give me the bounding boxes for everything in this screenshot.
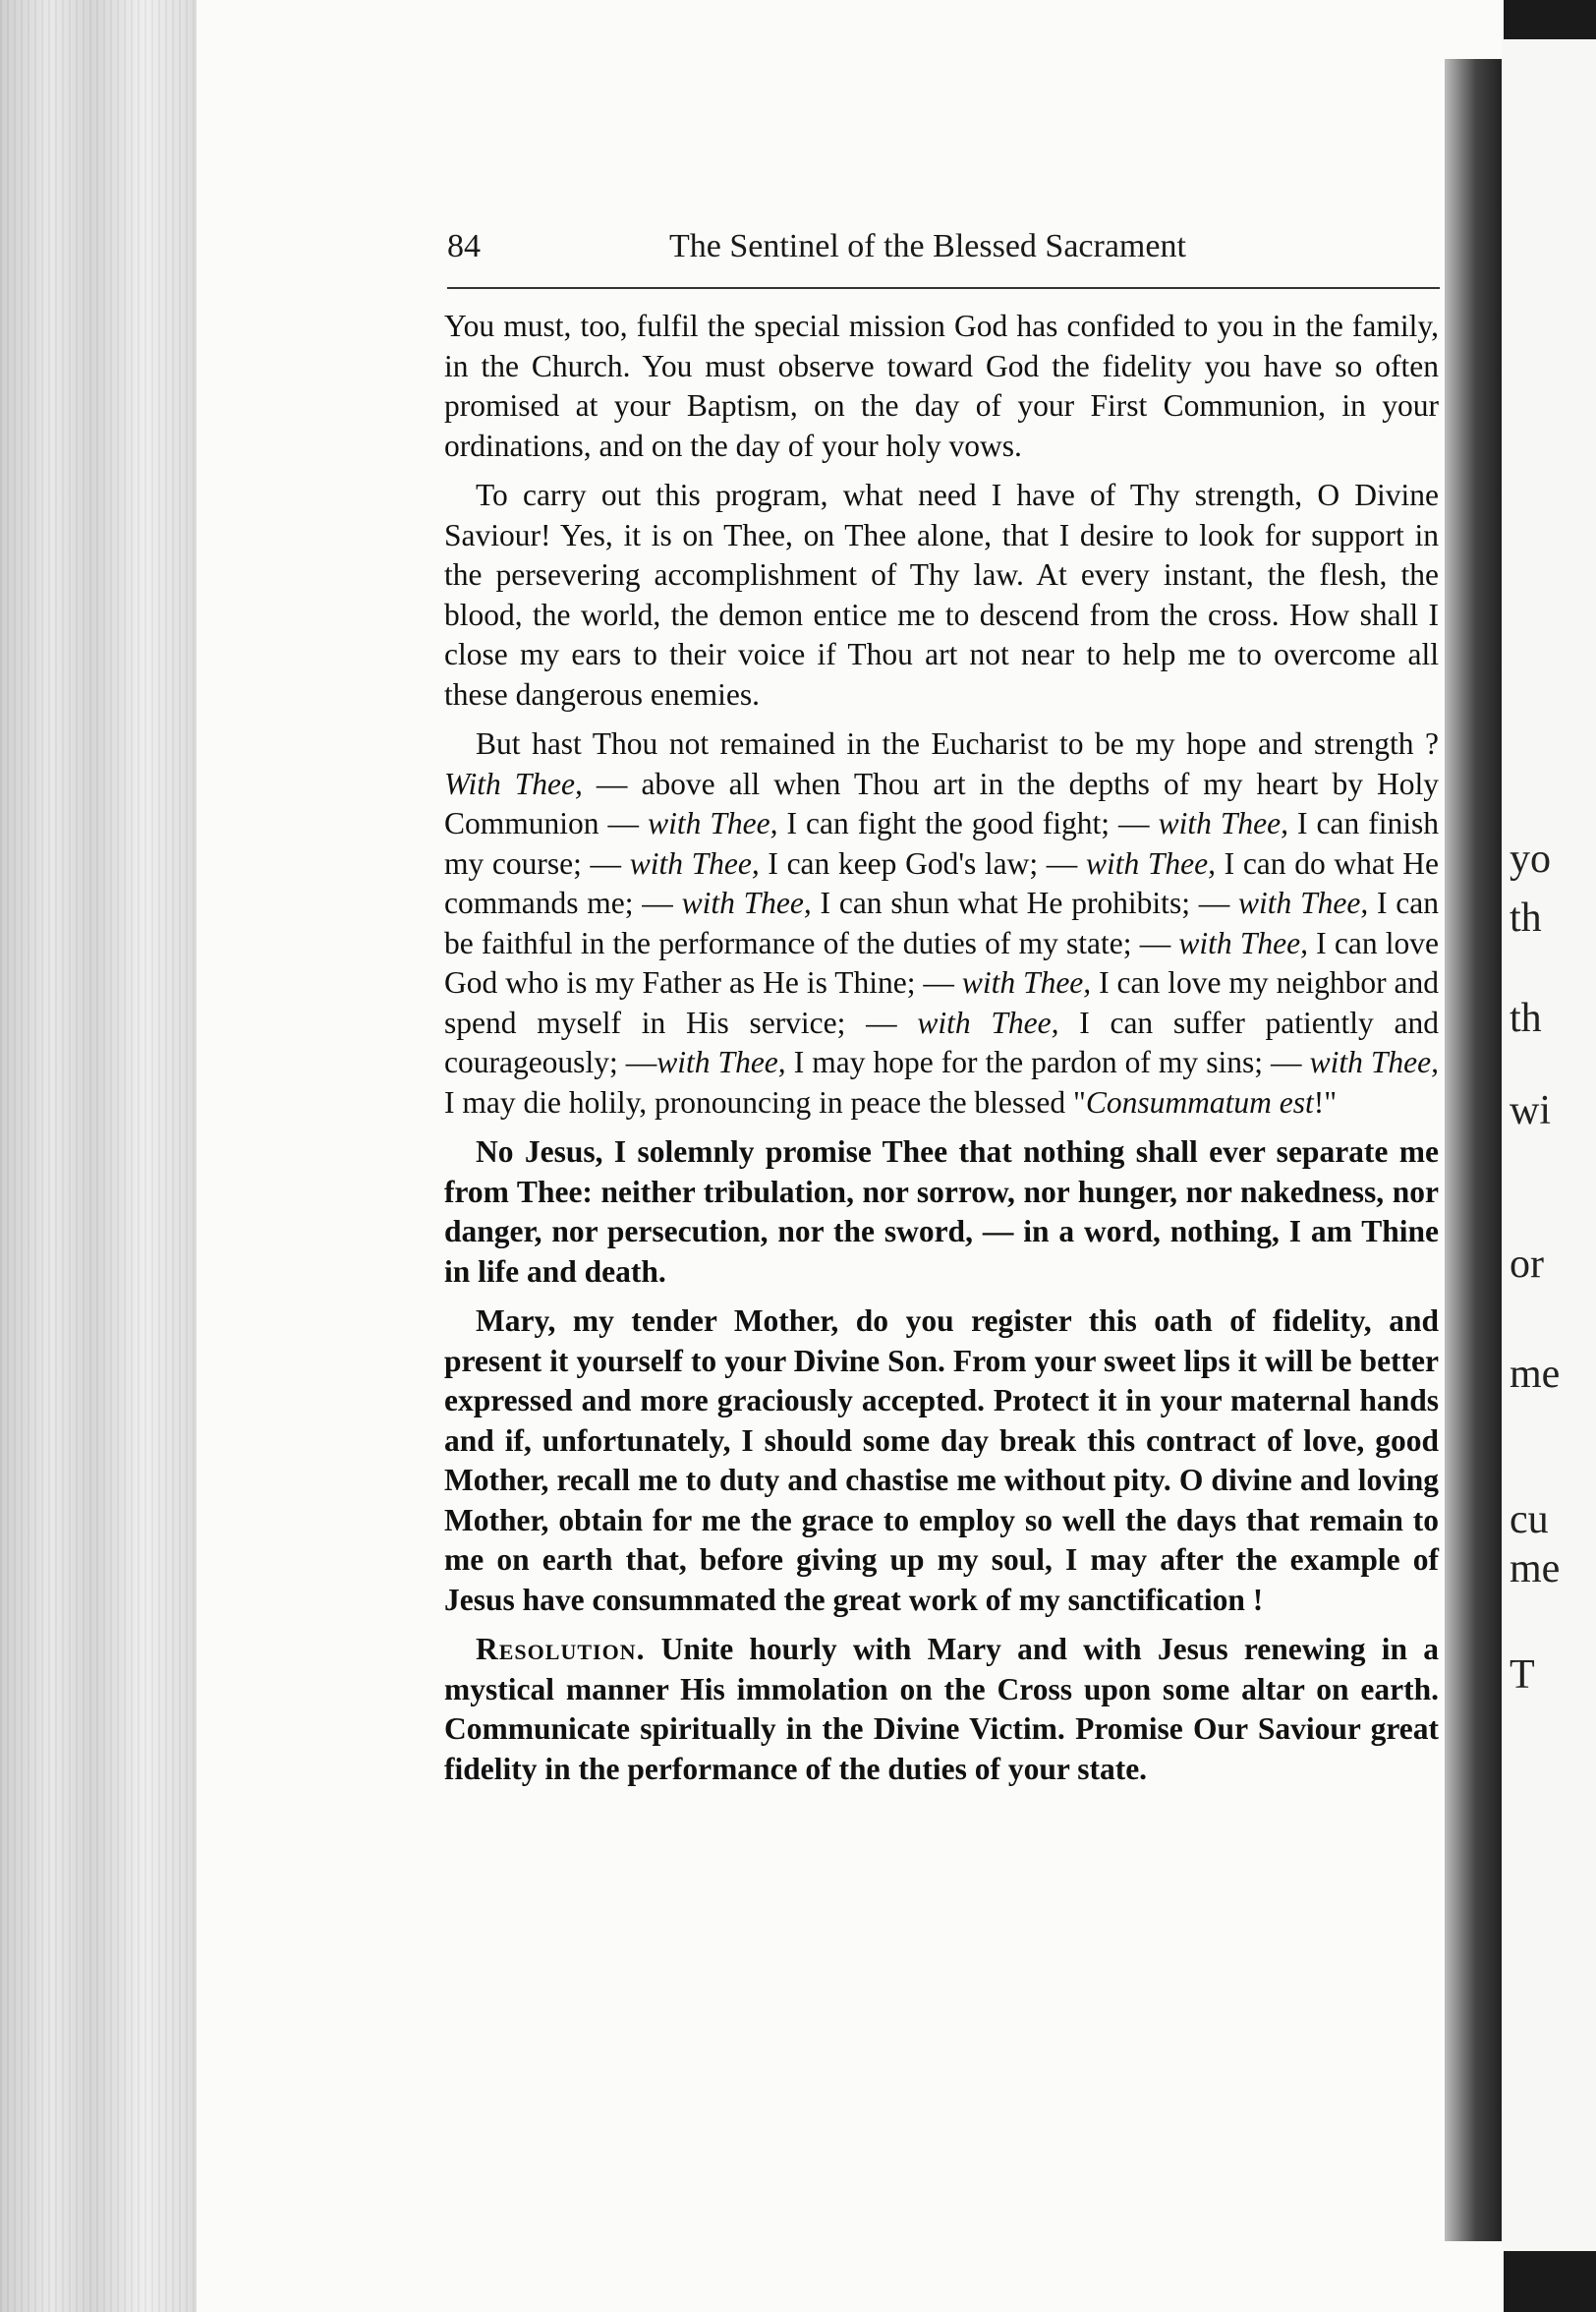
body-text: [444, 307, 1439, 1799]
text-segment: I can keep God's law; —: [759, 845, 1086, 881]
page-header: [447, 228, 1440, 287]
text-segment: No Jesus, I solemnly promise Thee that nothing shall ever separate me from Thee: neither tribulation, nor sorrow, nor hunger, nor nakedness, nor danger, nor persecution, nor the sword, — in a word, nothing, I am Thine in life and death.: [444, 1134, 1439, 1289]
italic-text: with Thee,: [1309, 1045, 1439, 1079]
book-page-edges: [0, 0, 206, 2312]
text-segment: You must, too, fulfil the special mission God has confided to you in the family, in the Church. You must observe toward God the fidelity you have so often promised at your Baptism, on the day of your First Communion, in your ordinations, and on the day of your holy vows.: [444, 309, 1439, 463]
facing-page-fragment: th: [1510, 896, 1542, 941]
italic-text: with Thee,: [681, 886, 812, 920]
resolution-label: Resolution.: [476, 1632, 646, 1666]
text-segment: I may die holily, pronouncing in peace the blessed ": [444, 1084, 1086, 1120]
page-number: 84: [447, 228, 481, 264]
text-segment: But hast Thou not remained in the Eucharist to be my hope and strength ?: [476, 726, 1439, 761]
text-segment: I may hope for the pardon of my sins; —: [785, 1045, 1310, 1079]
text-segment: To carry out this program, what need I have of Thy strength, O Divine Saviour! Yes, it is on Thee, on Thee alone, that I desire to look for support in the persevering accomplishment of Thy law. At every instant, the flesh, the blood, the world, the demon entice me to descend from the cross. How shall I close my ears to their voice if Thou art not near to help me to overcome all these dangerous enemies.: [444, 478, 1439, 712]
italic-text: with Thee,: [648, 806, 778, 840]
text-segment: — above all when Thou art in the depths of my heart by Holy Communion —: [444, 766, 1439, 840]
text-segment: I can be faithful in the performance of the duties of my state; —: [444, 886, 1440, 960]
facing-page: [1502, 39, 1596, 2251]
text-segment: I can shun what He prohibits; —: [811, 886, 1239, 920]
text-segment: I can fight the good fight; —: [777, 806, 1159, 840]
italic-text: with Thee,: [961, 965, 1092, 1000]
book-gutter: [1445, 59, 1502, 2241]
facing-page-fragment: T: [1510, 1652, 1535, 1698]
italic-text: with Thee,: [1178, 925, 1308, 960]
facing-page-fragment: me: [1510, 1352, 1561, 1397]
facing-page-fragment: th: [1510, 996, 1542, 1041]
italic-text: with Thee,: [1158, 806, 1288, 840]
text-segment: I can love God who is my Father as He is Thine; —: [444, 925, 1439, 1000]
paragraph: [444, 476, 1439, 715]
italic-text: with Thee,: [656, 1045, 786, 1079]
facing-page-fragment: or: [1510, 1242, 1544, 1287]
italic-text: With Thee,: [444, 766, 583, 801]
italic-text: with Thee,: [917, 1005, 1059, 1040]
facing-page-fragment: me: [1510, 1546, 1561, 1591]
text-segment: Unite hourly with Mary and with Jesus renewing in a mystical manner His immolation on the Cross upon some altar on earth. Communicate spiritually in the Divine Victim. Promise Our Saviour great fidelity in the performance of the duties of your state.: [444, 1632, 1439, 1786]
facing-page-fragment: wi: [1510, 1088, 1551, 1133]
text-segment: !": [1313, 1084, 1338, 1120]
text-segment: I can suffer patiently and courageously; —: [444, 1005, 1439, 1079]
paragraph: [444, 724, 1439, 1123]
paragraph: [444, 1132, 1439, 1292]
text-segment: I can finish my course; —: [444, 806, 1440, 881]
italic-text: with Thee,: [1238, 886, 1369, 920]
facing-page-fragment: cu: [1510, 1497, 1549, 1542]
text-segment: Mary, my tender Mother, do you register this oath of fidelity, and present it yourself to your Divine Son. From your sweet lips it will be better expressed and more graciously accepted. Protect it in your maternal hands and if, unfortunately, I should some day break this contract of love, good Mother, recall me to duty and chastise me without pity. O divine and loving Mother, obtain for me the grace to employ so well the days that remain to me on earth that, before giving up my soul, I may after the example of Jesus have consummated the great work of my sanctification !: [444, 1303, 1439, 1617]
running-title: The Sentinel of the Blessed Sacrament: [669, 228, 1186, 264]
italic-text: with Thee,: [629, 845, 760, 881]
text-segment: I can love my neighbor and spend myself in His service; —: [444, 965, 1439, 1040]
paragraph: [444, 1301, 1439, 1620]
italic-text: Consummatum est: [1085, 1084, 1314, 1120]
paragraph: [444, 1630, 1439, 1789]
italic-text: with Thee,: [1085, 845, 1217, 881]
facing-page-fragment: yo: [1510, 837, 1551, 882]
text-segment: I can do what He commands me; —: [444, 845, 1439, 920]
header-rule: [447, 287, 1440, 289]
paragraph: [444, 307, 1439, 466]
